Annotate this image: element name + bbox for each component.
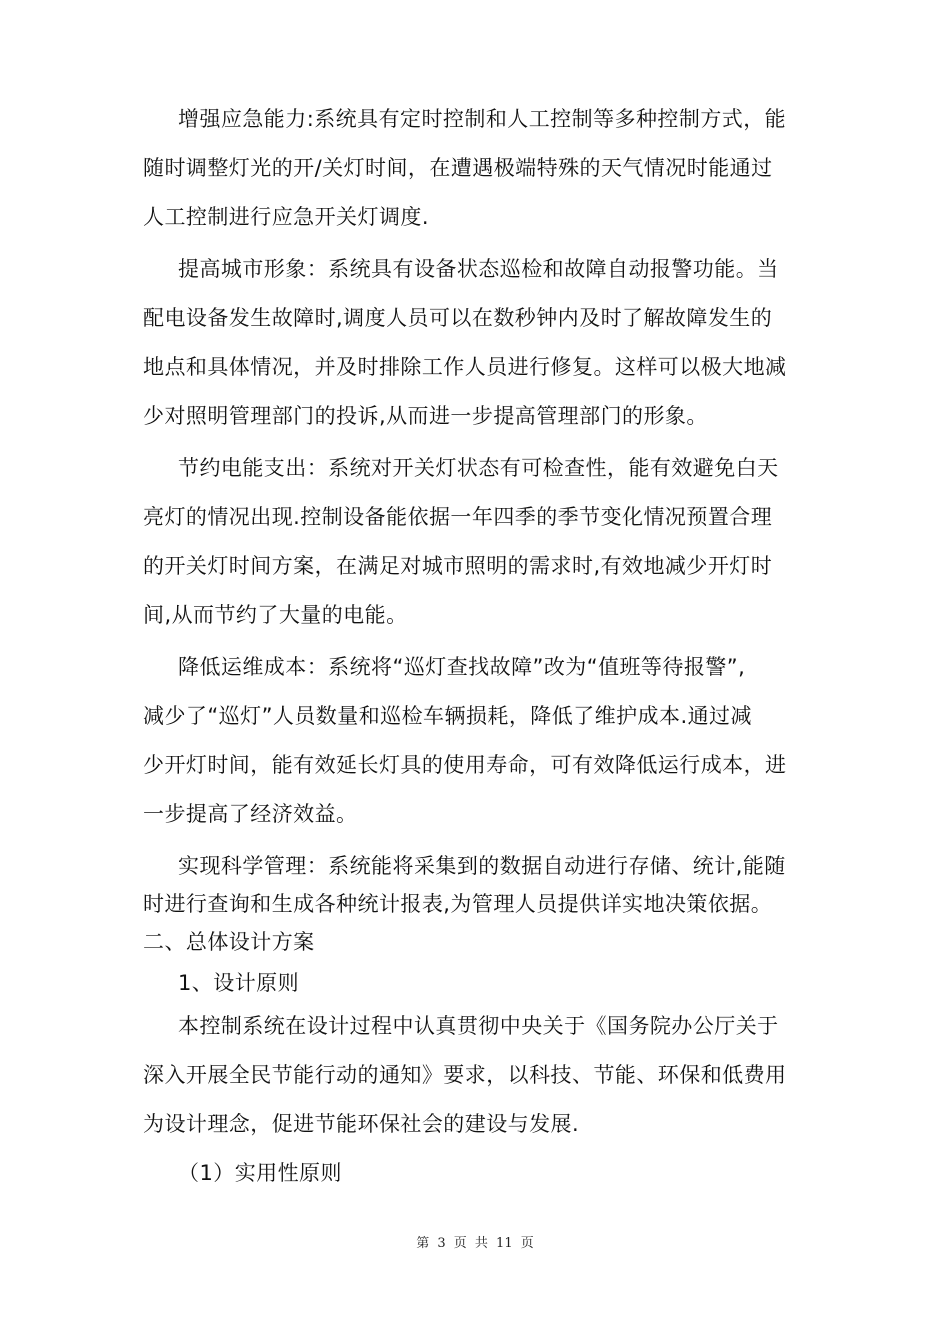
text-line: 人工控制进行应急开关灯调度. bbox=[143, 205, 429, 229]
sub-item-heading: （1）实用性原则 bbox=[178, 1161, 342, 1185]
text-line: 亮灯的情况出现.控制设备能依据一年四季的季节变化情况预置合理 bbox=[143, 505, 773, 529]
text-line: 为设计理念，促进节能环保社会的建设与发展. bbox=[143, 1112, 580, 1136]
page-footer: 第 3 页 共 11 页 bbox=[416, 1236, 534, 1251]
text-line: 降低运维成本：系统将“巡灯查找故障”改为“值班等待报警”, bbox=[178, 655, 746, 679]
section-heading: 二、总体设计方案 bbox=[143, 930, 315, 954]
text-line: 的开关灯时间方案，在满足对城市照明的需求时,有效地减少开灯时 bbox=[143, 554, 773, 578]
text-line: 增强应急能力:系统具有定时控制和人工控制等多种控制方式，能 bbox=[178, 107, 787, 131]
text-line: 配电设备发生故障时,调度人员可以在数秒钟内及时了解故障发生的 bbox=[143, 306, 773, 330]
text-line: 节约电能支出：系统对开关灯状态有可检查性，能有效避免白天 bbox=[178, 456, 779, 480]
text-line: 本控制系统在设计过程中认真贯彻中央关于《国务院办公厅关于 bbox=[178, 1014, 779, 1038]
text-line: 随时调整灯光的开/关灯时间，在遭遇极端特殊的天气情况时能通过 bbox=[143, 156, 773, 180]
text-line: 深入开展全民节能行动的通知》要求，以科技、节能、环保和低费用 bbox=[143, 1063, 787, 1087]
subsection-heading: 1、设计原则 bbox=[178, 971, 300, 995]
text-line: 时进行查询和生成各种统计报表,为管理人员提供详实地决策依据。 bbox=[143, 892, 773, 916]
text-line: 实现科学管理：系统能将采集到的数据自动进行存储、统计,能随 bbox=[178, 854, 786, 878]
text-line: 少开灯时间，能有效延长灯具的使用寿命，可有效降低运行成本，进 bbox=[143, 753, 787, 777]
text-line: 间,从而节约了大量的电能。 bbox=[143, 603, 408, 627]
text-line: 一步提高了经济效益。 bbox=[143, 802, 358, 826]
text-line: 地点和具体情况，并及时排除工作人员进行修复。这样可以极大地减 bbox=[143, 355, 787, 379]
text-line: 减少了“巡灯”人员数量和巡检车辆损耗，降低了维护成本.通过减 bbox=[143, 704, 752, 728]
text-line: 少对照明管理部门的投诉,从而进一步提高管理部门的形象。 bbox=[143, 404, 708, 428]
text-line: 提高城市形象：系统具有设备状态巡检和故障自动报警功能。当 bbox=[178, 257, 779, 281]
